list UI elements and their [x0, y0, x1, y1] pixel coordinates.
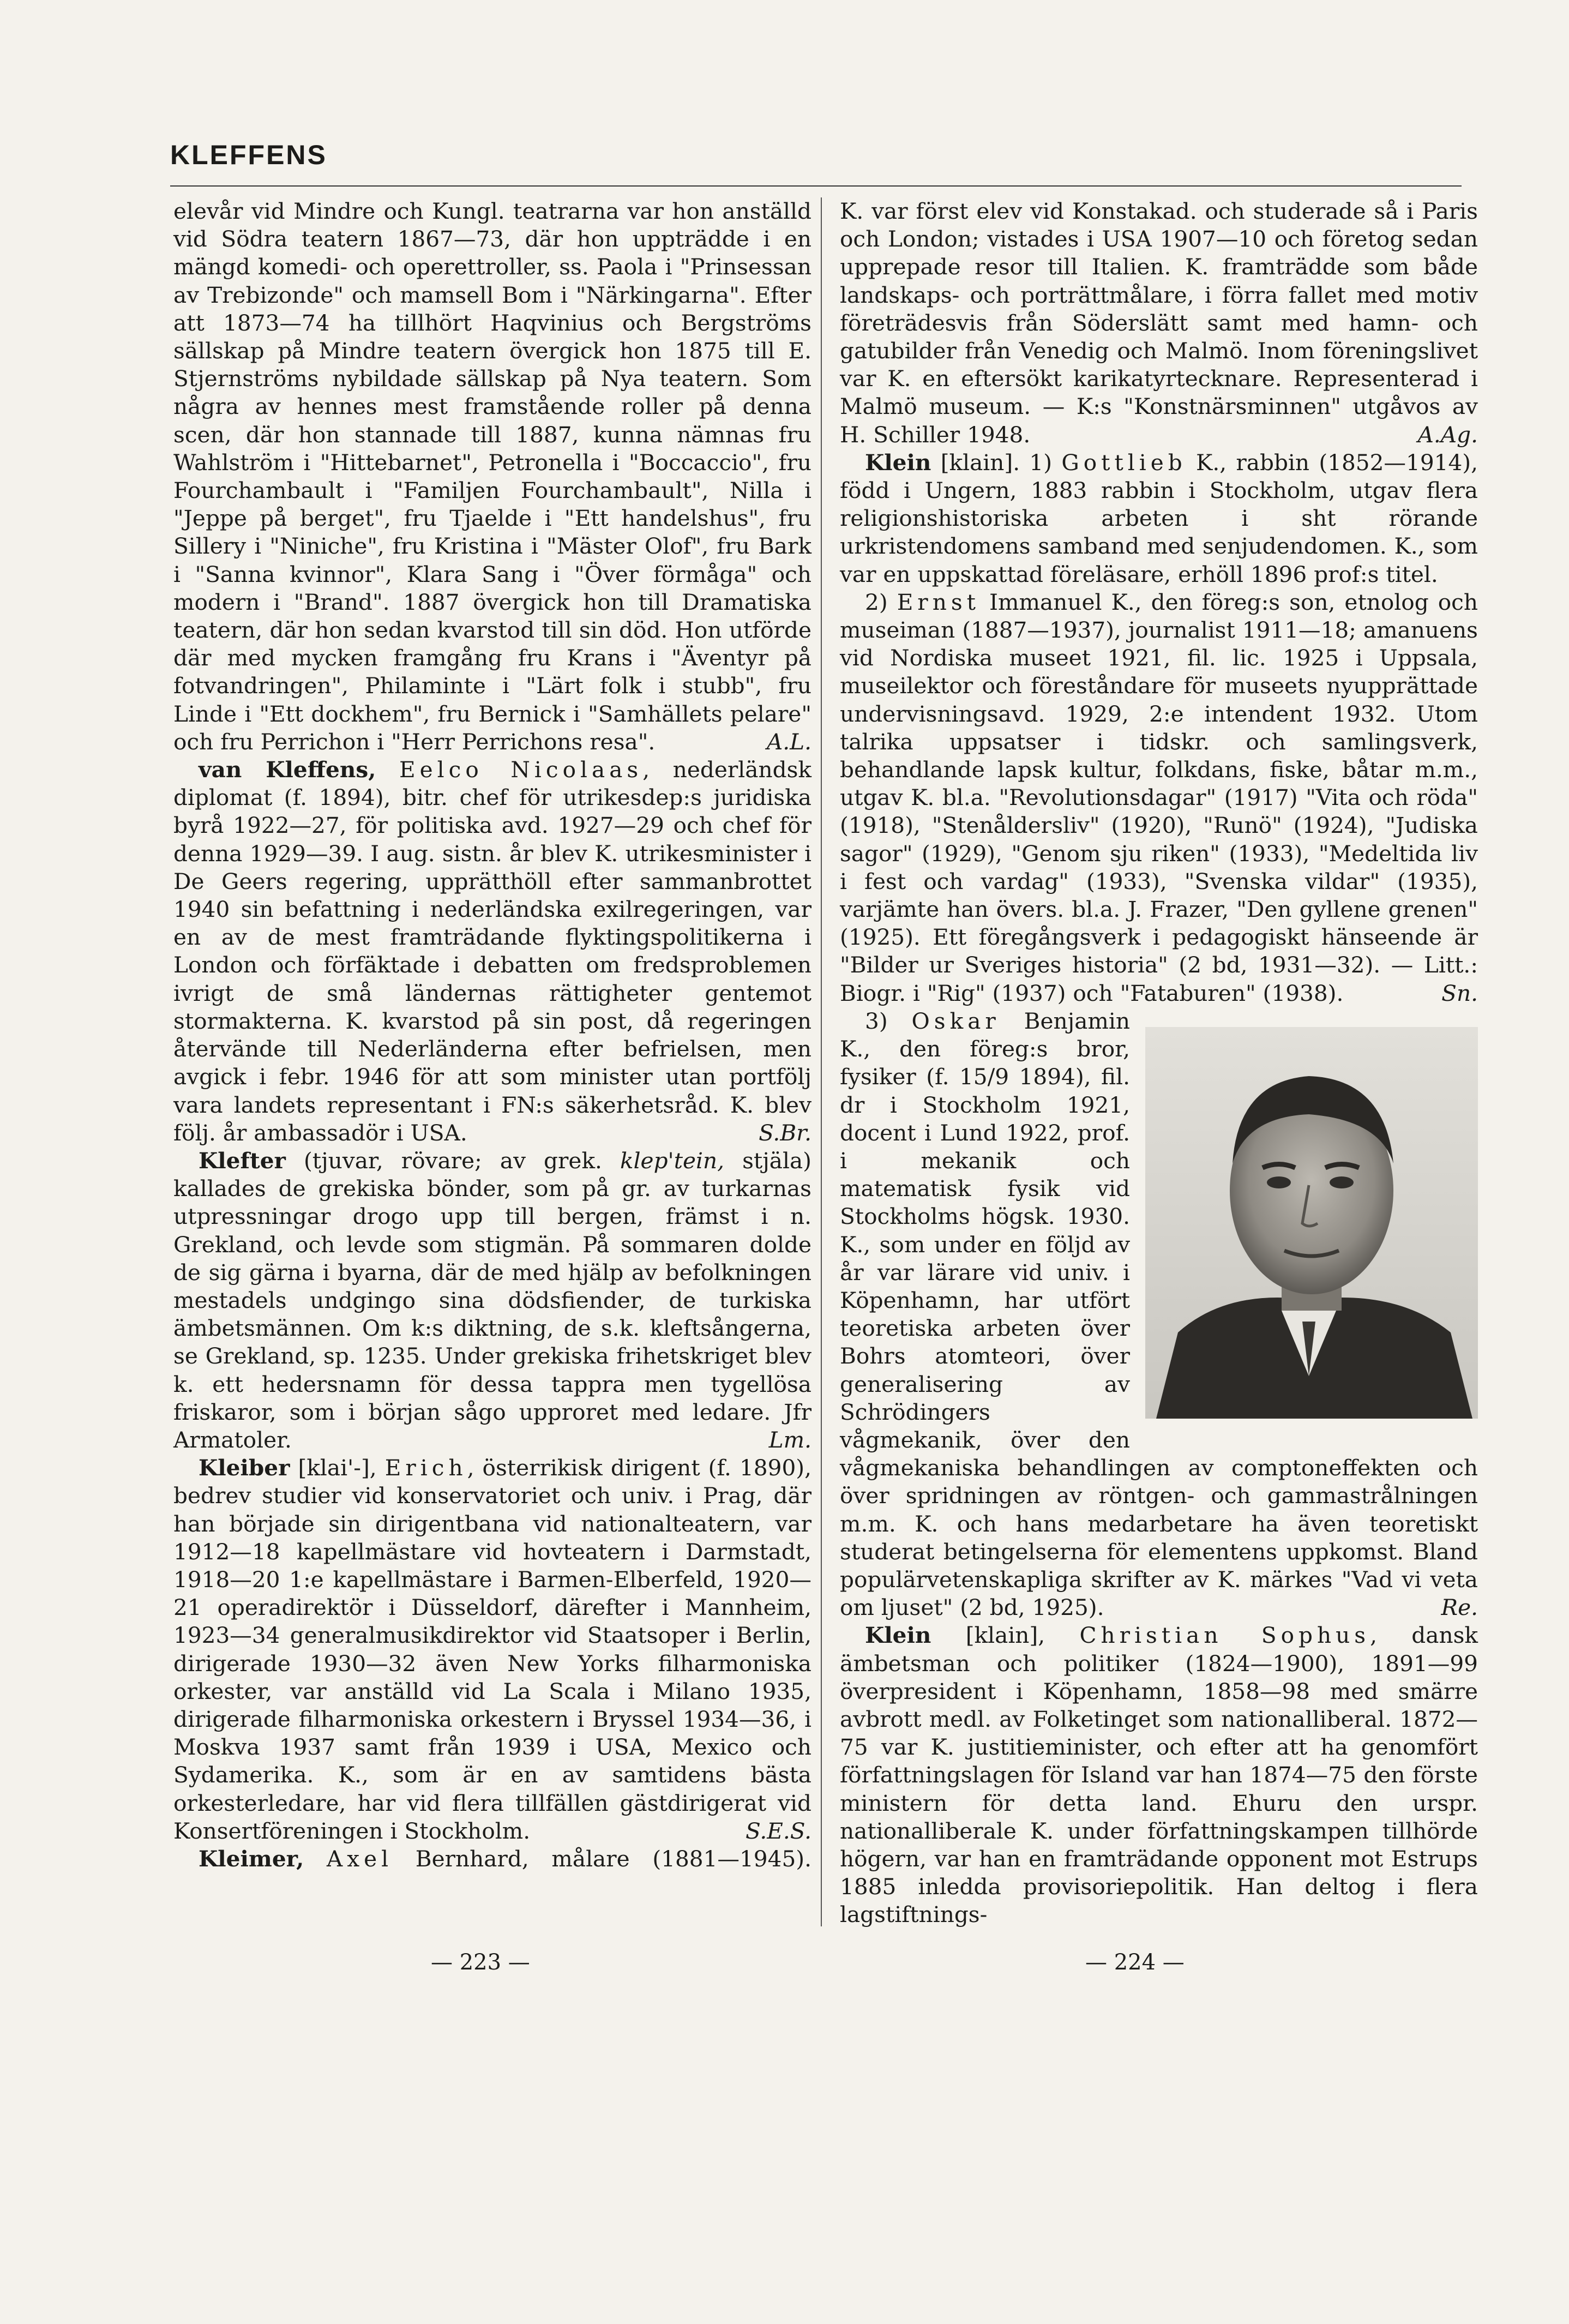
entry-klein-christian: Klein [klain], Christian Sophus, dansk ämbetsman och politiker (1824—1900), 1891—99 överpresident i Köpenhamn, 1858—98 med smärre avbrott medl. av Folketinget som nationalliberal. 1872—75 var K. justitieminister, och efter att ha genomfört författningslagen för Island var han 1874—75 den förste ministern för detta land. Ehuru den urspr. nationalliberale K. under författningskampen tillhörde högern, var han en framträdande opponent mot Estrups 1885 inledda provisoriepolitik. Han deltog i flera lagstiftnings-: [840, 1622, 1478, 1928]
column-divider: [821, 197, 822, 1926]
author-signature: A.Ag.: [1417, 421, 1478, 448]
etymology-term: klep'tein,: [620, 1147, 725, 1174]
entry-headword: Klein: [865, 449, 931, 476]
entry-headword: Klefter: [199, 1147, 286, 1174]
entry-kleiber: Kleiber [klai'-], Erich, österrikisk dirigent (f. 1890), bedrev studier vid konservatoriet och univ. i Prag, där han började sin dirigentbana vid nationalteatern, var 1912—18 kapellmästare vid hovteatern i Darmstadt, 1918—20 1:e kapellmästare i Barmen-Elberfeld, 1920—21 operadirektör i Düsseldorf, därefter i Mannheim, 1923—34 generalmusikdirektor vid Staatsoper i Berlin, dirigerade 1930—32 även New Yorks filharmoniska orkester, var anställd vid La Scala i Milano 1935, dirigerade filharmoniska orkestern i Bryssel 1934—36, i Moskva 1937 samt från 1939 i USA, Mexico och Sydamerika. K., som är en av samtidens bästa orkesterledare, har vid flera tillfällen gästdirigerat vid Konsertföreningen i Stockholm. S.E.S.: [173, 1454, 811, 1845]
entry-given-name: Gottlieb: [1061, 449, 1187, 476]
entry-given-name: Oskar: [911, 1007, 1000, 1034]
entry-klein-ernst: 2) Ernst Immanuel K., den föreg:s son, etnolog och museiman (1887—1937), journalist 1911—18; amanuens vid Nordiska museet 1921, fil. lic. 1925 i Uppsala, museilektor och föreståndare för museets nyupprättade undervisningsavd. 1929, 2:e intendent 1932. Utom talrika uppsatser i tidskr. och samlingsverk, behandlande lapsk kultur, folkdans, fiske, båtar m.m., utgav K. bl.a. "Revolutionsdagar" (1917) "Vita och röda" (1918), "Stenåldersliv" (1920), "Runö" (1924), "Judiska sagor" (1929), "Genom sju riken" (1933), "Medeltida liv i fest och vardag" (1933), "Svenska vildar" (1935), varjämte han övers. bl.a. J. Frazer, "Den gyllene grenen" (1925). Ett föregångsverk i pedagogiskt hänseende är "Bilder ur Sveriges historia" (2 bd, 1931—32). — Litt.: Biogr. i "Rig" (1937) och "Fataburen" (1938). Sn.: [840, 588, 1478, 1007]
right-column: [840, 197, 1478, 1929]
author-signature: Lm.: [768, 1426, 811, 1453]
entry-klefter: Klefter (tjuvar, rövare; av grek. klep'tein, stjäla) kallades de grekiska bönder, som på gr. av turkarnas utpressningar drogo upp till bergen, främst i n. Grekland, och levde som stigmän. På sommaren dolde de sig gärna i byarna, där de med hjälp av befolkningen mestadels undgingo sina dödsfiender, de turkiska ämbetsmännen. Om k:s diktning, de s.k. kleftsångerna, se Grekland, sp. 1235. Under grekiska frihetskriget blev k. ett hedersnamn för dessa tappra men tygellösa friskaror, som i början sågo upproret med ledare. Jfr Armatoler. Lm.: [173, 1147, 811, 1454]
entry-van-kleffens: van Kleffens, Eelco Nicolaas, nederländsk diplomat (f. 1894), bitr. chef för utrikesdep:s juridiska byrå 1922—27, för politiska avd. 1927—29 och chef för denna 1929—39. I aug. sistn. år blev K. utrikesminister i De Geers regering, upprätthöll efter sammanbrottet 1940 sin befattning i nederländska exilregeringen, var en av de mest framträdande flyktingspolitikerna i London och förfäktade i debatten om fredsproblemen ivrigt de små ländernas rättigheter gentemot stormakterna. K. kvarstod på sin post, då regeringen återvände till Nederländerna efter befrielsen, men avgick i febr. 1946 för att som minister utan portfölj vara landets representant i FN:s säkerhetsråd. K. blev följ. år ambassadör i USA. S.Br.: [173, 756, 811, 1147]
entry-given-name: Eelco Nicolaas: [399, 756, 643, 783]
entry-headword: Kleiber: [199, 1455, 290, 1481]
left-column: [173, 197, 811, 1873]
page-number-right: — 224 —: [1085, 1950, 1185, 1975]
entry-headword: Klein: [865, 1622, 931, 1649]
entry-given-name: Erich: [384, 1455, 467, 1481]
entry-kleimer: Kleimer, Axel Bernhard, målare (1881—1945).: [199, 1845, 811, 1872]
entry-headword: van Kleffens,: [199, 756, 376, 783]
entry-klein-oskar: 3) Oskar Benjamin K., den föreg:s bror, fysiker (f. 15/9 1894), fil. dr i Stockholm 1921, docent i Lund 1922, prof. i mekanik och matematisk fysik vid Stockholms högsk. 1930. K., som under en följd av år var lärare vid univ. i Köpenhamn, har utfört teoretiska arbeten över Bohrs atomteori, över generalisering av Schrödingers vågmekanik, över den vågmekaniska behandlingen av comptoneffekten och över spridningen av röntgen- och gammastrålningen m.m. K. och hans medarbetare ha även teoretiskt studerat betingelserna för elementens uppkomst. Bland populärvetenskapliga skrifter av K. märkes "Vad vi veta om ljuset" (2 bd, 1925). Re.: [840, 1007, 1478, 1622]
running-head: KLEFFENS: [170, 140, 327, 170]
header-rule: [170, 185, 1462, 187]
entry-given-name: Christian Sophus: [1079, 1622, 1370, 1649]
portrait-image: [1145, 1027, 1478, 1419]
author-signature: Re.: [1441, 1594, 1478, 1621]
entry-kleimer-continued: K. var först elev vid Konstakad. och studerade så i Paris och London; vistades i USA 1907—10 och företog sedan upprepade resor till Italien. K. framträdde som både landskaps- och porträttmålare, i förra fallet med motiv företrädesvis från Söderslätt samt med hamn- och gatubilder från Venedig och Malmö. Inom föreningslivet var K. en eftersökt karikatyrtecknare. Representerad i Malmö museum. — K:s "Konstnärsminnen" utgåvos av H. Schiller 1948. A.Ag.: [840, 197, 1478, 449]
portrait-photo: [1145, 1027, 1478, 1419]
entry-klein-gottlieb: Klein [klain]. 1) Gottlieb K., rabbin (1852—1914), född i Ungern, 1883 rabbin i Stockholm, utgav flera religionshistoriska arbeten i sht rörande urkristendomens samband med senjudendomen. K., som var en uppskattad föreläsare, erhöll 1896 prof:s titel.: [840, 449, 1478, 587]
entry-given-name: Axel: [326, 1845, 393, 1872]
page-number-left: — 223 —: [431, 1950, 530, 1975]
entry-headword: Kleimer,: [199, 1845, 304, 1872]
author-signature: S.E.S.: [745, 1817, 811, 1844]
author-signature: Sn.: [1441, 980, 1478, 1006]
entry-given-name: Ernst: [897, 588, 980, 615]
author-signature: S.Br.: [759, 1119, 811, 1146]
entry-paragraph: elevår vid Mindre och Kungl. teatrarna var hon anställd vid Södra teatern 1867—73, där hon uppträdde i en mängd komedi- och operettroller, ss. Paola i "Prinsessan av Trebizonde" och mamsell Bom i "Närkingarna". Efter att 1873—74 ha tillhört Haqvinius och Bergströms sällskap på Mindre teatern övergick hon 1875 till E. Stjernströms nybildade sällskap på Nya teatern. Som några av hennes mest framstående roller på denna scen, där hon stannade till 1887, kunna nämnas fru Wahlström i "Hittebarnet", Petronella i "Boccaccio", fru Fourchambault i "Familjen Fourchambault", Nilla i "Jeppe på berget", fru Tjaelde i "Ett handelshus", fru Sillery i "Niniche", fru Kristina i "Mäster Olof", fru Bark i "Sanna kvinnor", Klara Sang i "Över förmåga" och modern i "Brand". 1887 övergick hon till Dramatiska teatern, där hon sedan kvarstod till sin död. Hon utförde där med mycken framgång fru Krans i "Äventyr på fotvandringen", Philaminte i "Lärt folk i stubb", fru Linde i "Ett dockhem", fru Bernick i "Samhällets pelare" och fru Perrichon i "Herr Perrichons resa". A.L.: [173, 197, 811, 756]
author-signature: A.L.: [766, 728, 811, 755]
